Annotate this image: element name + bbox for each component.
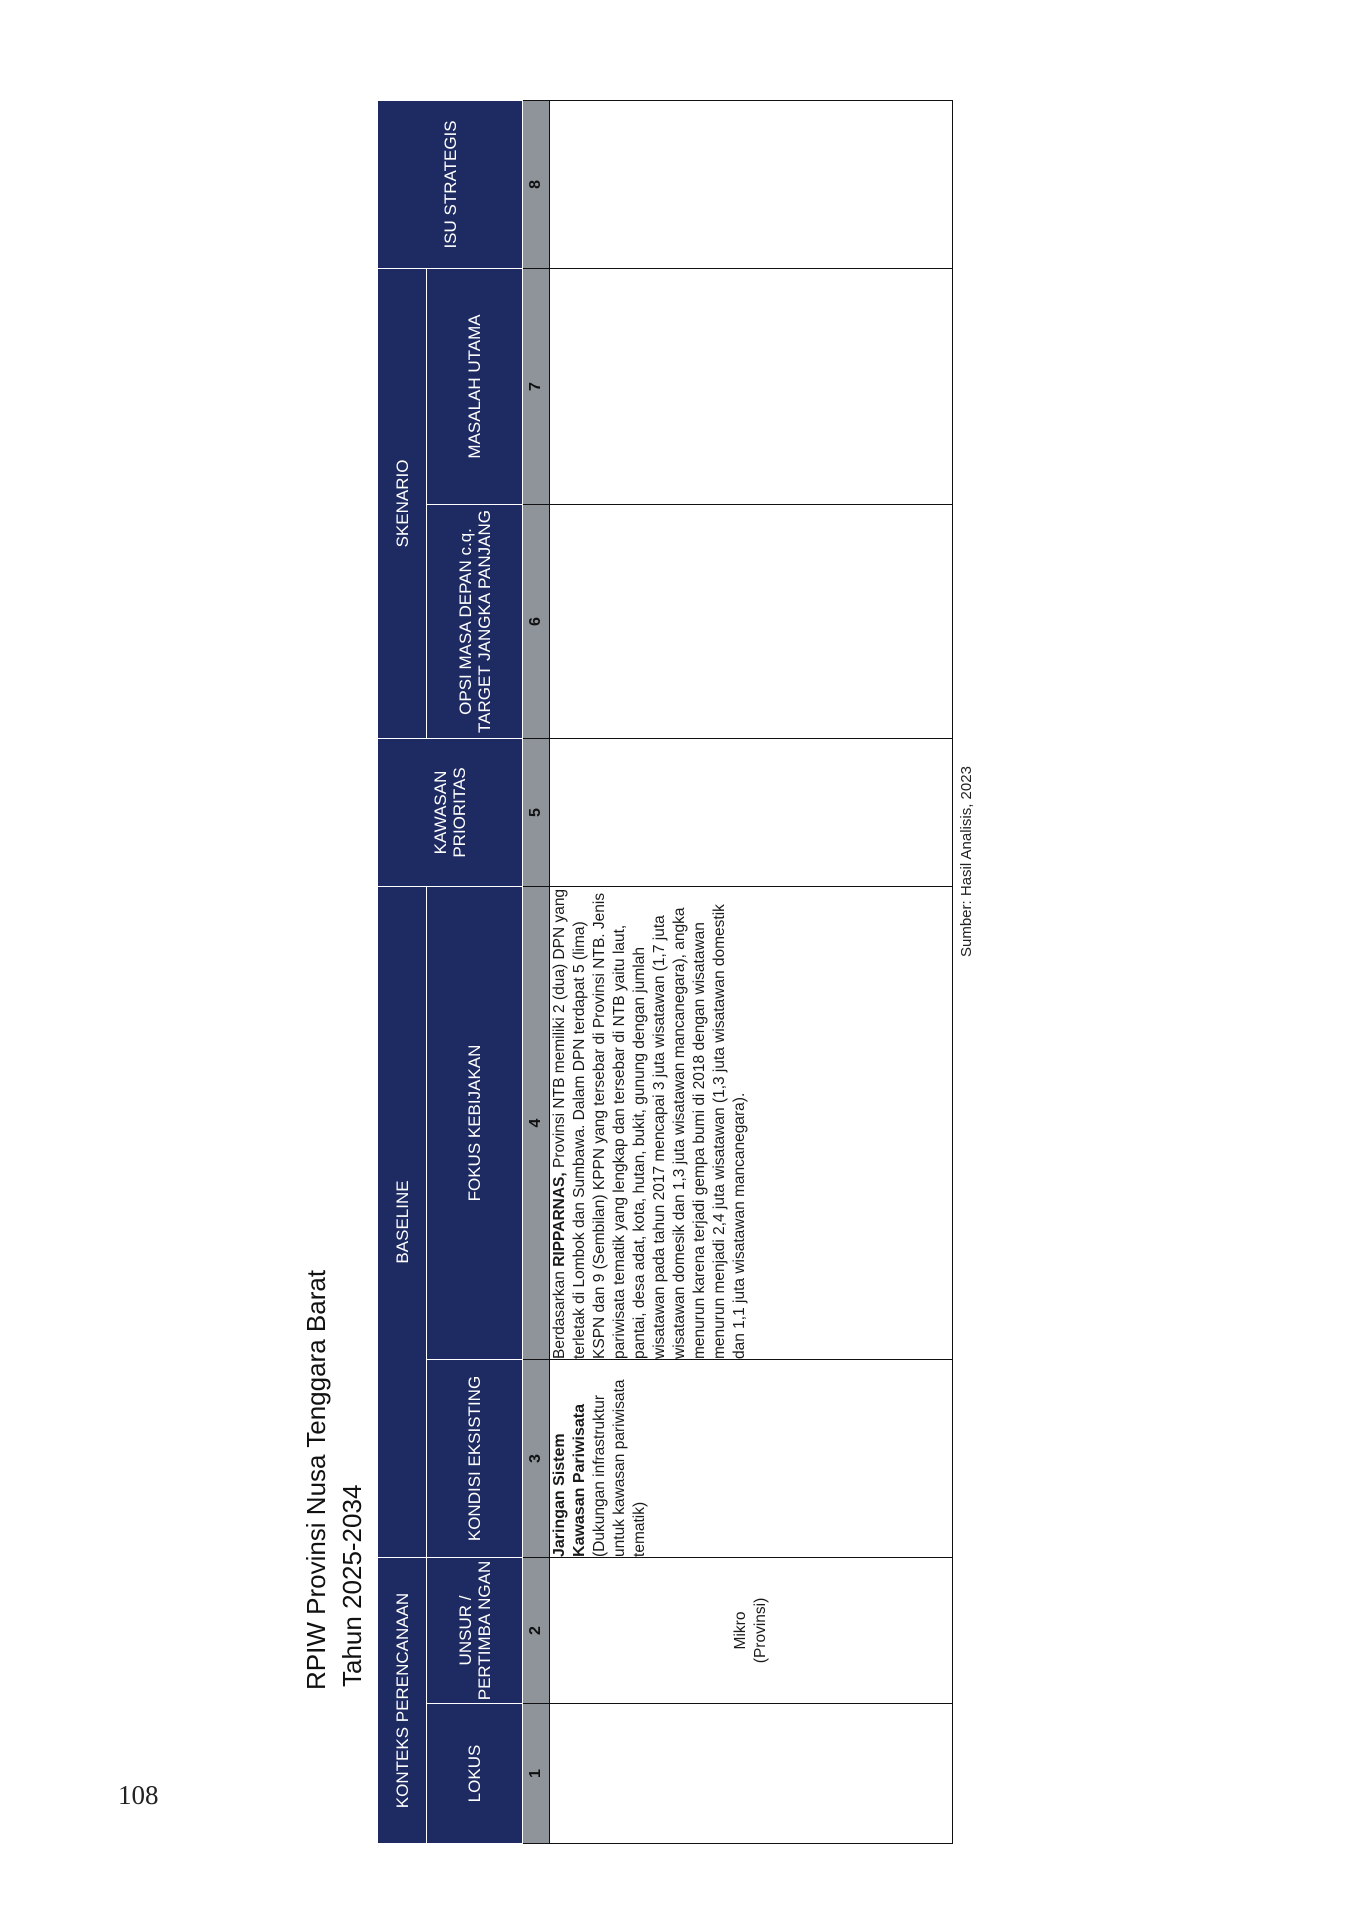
unsur-line-1: Mikro	[732, 1611, 749, 1650]
title-line-1: RPIW Provinsi Nusa Tenggara Barat	[301, 1269, 331, 1690]
header-opsi-masa-depan: OPSI MASA DEPAN c.q. TARGET JANGKA PANJANG	[427, 504, 523, 738]
kondisi-text: (Dukungan infrastruktur untuk kawasan pariwisata tematik)	[591, 1379, 648, 1557]
header-lokus: LOKUS	[427, 1704, 523, 1844]
column-number: 4	[523, 886, 550, 1359]
page-number: 108	[118, 1780, 159, 1810]
kondisi-bold-text: Jaringan Sistem Kawasan Pariwisata	[551, 1404, 588, 1557]
table-row	[550, 100, 953, 1843]
fokus-prefix-text: Berdasarkan	[551, 1266, 568, 1359]
header-masalah-utama: MASALAH UTAMA	[427, 268, 523, 504]
document-title	[298, 890, 370, 1690]
cell-masalah-utama	[550, 268, 953, 504]
source-note: Sumber: Hasil Analisis, 2023	[958, 766, 975, 957]
cell-fokus-kebijakan	[550, 886, 953, 1359]
column-number: 2	[523, 1557, 550, 1703]
fokus-text: Provinsi NTB memiliki 2 (dua) DPN yang terletak di Lombok dan Sumbawa. Dalam DPN terdapat 5 (lima) KSPN dan 9 (Sembilan) KPPN yang tersebar di Provinsi NTB. Jenis pariwisata tematik yang lengkap dan tersebar di NTB yaitu laut, pantai, desa adat, kota, hutan, bukit, gunung dengan jumlah wisatawan pada tahun 2017 mencapai 3 juta wisatawan (1,7 juta wisatawan domesik dan 1,3 juta wisatawan mancanegara), angka menurun karena terjadi gempa bumi di 2018 dengan wisatawan menurun menjadi 2,4 juta wisatawan (1,3 juta wisatawan domestik dan 1,1 juta wisatawan mancanegara).	[551, 888, 748, 1359]
column-number: 5	[523, 738, 550, 886]
cell-isu-strategis	[550, 100, 953, 268]
column-number-row	[523, 100, 550, 1843]
header-fokus-kebijakan: FOKUS KEBIJAKAN	[427, 886, 523, 1359]
column-number: 6	[523, 504, 550, 738]
cell-kondisi-eksisting	[550, 1359, 953, 1557]
cell-opsi-masa-depan	[550, 504, 953, 738]
cell-unsur-pertimbangan	[550, 1557, 953, 1703]
fokus-bold-text: RIPPARNAS,	[551, 1172, 568, 1267]
column-number: 8	[523, 100, 550, 268]
column-number: 3	[523, 1359, 550, 1557]
header-kawasan-prioritas: KAWASAN PRIORITAS	[378, 738, 523, 886]
header-unsur-pertimbangan: UNSUR / PERTIMBA NGAN	[427, 1557, 523, 1703]
header-isu-strategis: ISU STRATEGIS	[378, 100, 523, 268]
cell-lokus	[550, 1704, 953, 1844]
header-baseline: BASELINE	[378, 886, 427, 1557]
column-number: 1	[523, 1704, 550, 1844]
cell-kawasan-prioritas	[550, 738, 953, 886]
analysis-table	[377, 100, 953, 1844]
column-number: 7	[523, 268, 550, 504]
header-kondisi-eksisting: KONDISI EKSISTING	[427, 1359, 523, 1557]
header-skenario: SKENARIO	[378, 268, 427, 738]
title-line-2: Tahun 2025-2034	[337, 1484, 367, 1687]
header-konteks-perencanaan: KONTEKS PERENCANAAN	[378, 1557, 427, 1843]
unsur-line-2: (Provinsi)	[752, 1597, 769, 1664]
